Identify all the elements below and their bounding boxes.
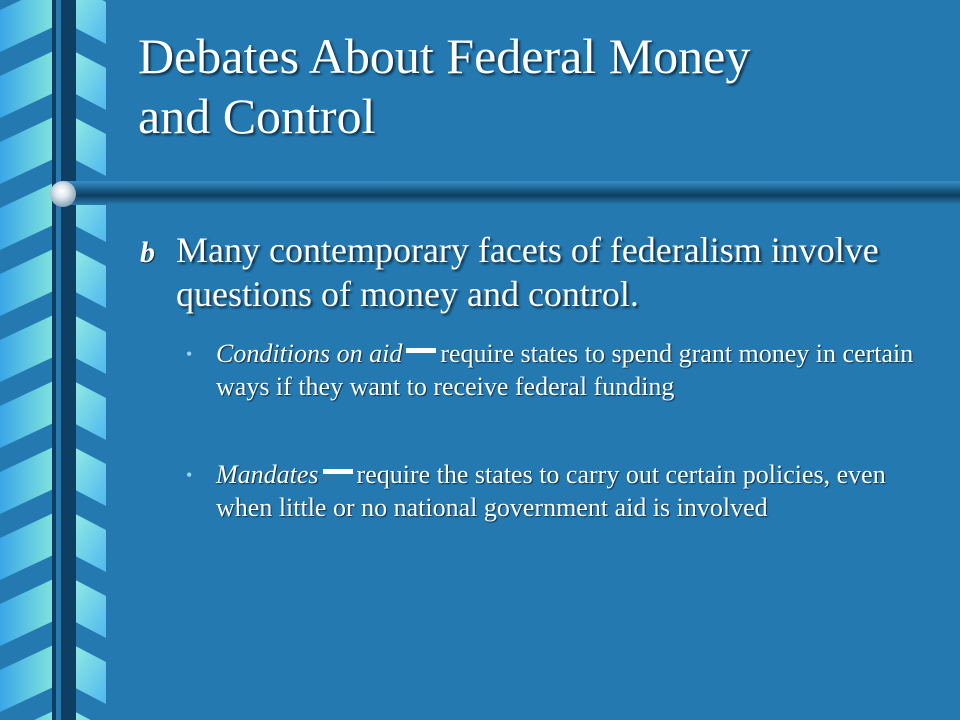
bullet-b-icon: b	[140, 236, 155, 269]
decorative-ribbon	[0, 0, 110, 720]
main-bullet-text: Many contemporary facets of federalism involve questions of money and control.	[176, 230, 879, 314]
sub-bullet-dot-icon: •	[186, 344, 193, 364]
slide-title	[138, 26, 938, 146]
header-divider-bar	[62, 181, 960, 205]
term-mandates: Mandates	[216, 460, 319, 489]
sub-bullet-dot-icon: •	[186, 465, 193, 485]
conditions-definition: require states to spend grant money in certain ways if they want to receive federal funding	[216, 339, 914, 401]
title-line-2: and Control	[138, 88, 376, 144]
sub-bullet-text	[216, 337, 936, 403]
sub-bullet-mandates	[186, 458, 936, 524]
sub-bullet-conditions	[186, 337, 936, 403]
em-dash	[406, 348, 436, 353]
sub-bullet-text	[216, 458, 936, 524]
em-dash	[323, 469, 353, 474]
mandates-definition: require the states to carry out certain policies, even when little or no national government aid is involved	[216, 460, 886, 522]
main-bullet	[138, 228, 938, 316]
title-line-1: Debates About Federal Money	[138, 28, 751, 84]
term-conditions-on-aid: Conditions on aid	[216, 339, 403, 368]
divider-knob	[50, 181, 76, 207]
